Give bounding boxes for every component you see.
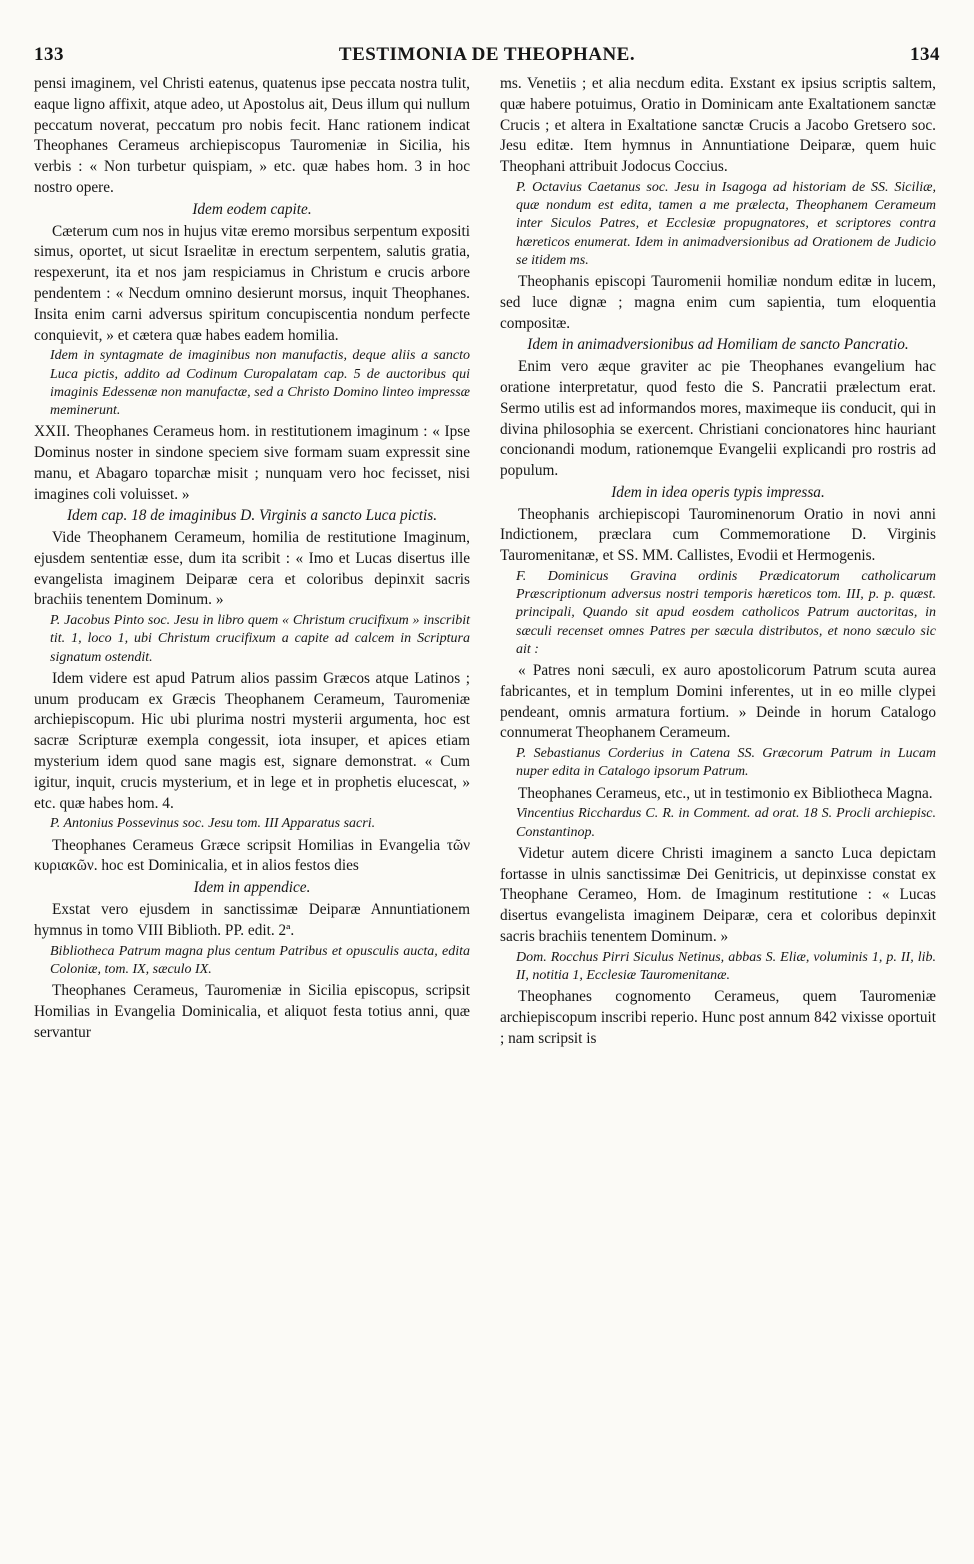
body-paragraph: Exstat vero ejusdem in sanctissimæ Deiparæ Annuntiationem hymnus in tomo VIII Biblioth. PP. edit. 2ª. [34, 901, 470, 939]
body-paragraph: ms. Venetiis ; et alia necdum edita. Exstant ex ipsius scriptis saltem, quæ habere potuimus, Oratio in Dominicam ante Exaltationem sanctæ Crucis ; et altera in Exaltatione sanctæ Crucis a Jacobo Gretsero soc. Jesu editæ. Item hymnus in Annuntiatione Deiparæ, quem huic Theophani attribuit Jodocus Coccius. [500, 75, 936, 176]
body-paragraph: Cæterum cum nos in hujus vitæ eremo morsibus serpentum expositi simus, oportet, ut sicut Israelitæ in erectum serpentem, salutis gratia, respexerunt, ita et nos jam respiciamus in Christum e crucis arbore pendentem : « Necdum omnino desierunt morsus, inquit Theophanes. Insita enim carni adversus spiritum concupiscentia nondum perfecte conquievit, » et cætera quæ habes eadem homilia. [34, 222, 470, 344]
citation-reference: Idem in syntagmate de imaginibus non manufactis, deque aliis a sancto Luca pictis, addito ad Codinum Curopalatam cap. 5 de auctoribus qui imaginis Edessenæ non manufactæ, sed a Christo Domino linteo impressæ meminerunt. [50, 348, 470, 418]
citation-reference: Bibliotheca Patrum magna plus centum Patribus et opusculis aucta, edita Coloniæ, tom. IX, sæculo IX. [50, 943, 470, 977]
running-header [34, 44, 940, 72]
citation-reference: P. Jacobus Pinto soc. Jesu in libro quem « Christum crucifixum » inscribit tit. 1, loco 1, ubi Christum crucifixum a capite ad calcem in Scriptura signatum ostendit. [50, 613, 470, 665]
body-paragraph: « Patres noni sæculi, ex auro apostolicorum Patrum scuta aurea fabricantes, et in templum Domini inferentes, ut in eo mille clypei pendeant, omnis armatura fortium. » Deinde in horum Catalogo connumerat Theophanem Cerameum. [500, 662, 936, 742]
section-heading: Idem in idea operis typis impressa. [611, 483, 825, 501]
left-column [34, 74, 470, 1044]
citation-reference: P. Octavius Caetanus soc. Jesu in Isagoga ad historiam de SS. Siciliæ, quæ nondum est edita, tamen a me prælecta, Theophanem Cerameum inter Siculos Patres, et Ecclesiæ propugnatores, et scriptores contra hæreticos enumerat. Idem in animadversionibus ad Orationem de Judicio se itidem ms. [516, 179, 936, 268]
body-paragraph: Theophanes Cerameus, etc., ut in testimonio ex Bibliotheca Magna. [518, 784, 933, 802]
section-heading: Idem in animadversionibus ad Homiliam de sancto Pancratio. [527, 336, 909, 354]
body-paragraph: Theophanes Cerameus, Tauromeniæ in Sicilia episcopus, scripsit Homilias in Evangelia Dominicalia, et aliquot festa totius anni, quæ servantur [34, 981, 470, 1041]
citation-reference: F. Dominicus Gravina ordinis Prædicatorum catholicarum Præscriptionum adversus nostri temporis hæreticos tom. III, p. p. quæst. principali, Quando sit apud eosdem catholicos Patrum auctoritas, in sæculi recenset omnes Patres per sæcula distributos, et nono sæculo sic ait : [516, 569, 936, 657]
body-paragraph: Theophanis episcopi Tauromenii homiliæ nondum editæ in lucem, sed luce dignæ ; magna enim cum sapientia, tum eloquentia compositæ. [500, 272, 936, 332]
body-paragraph: Vide Theophanem Cerameum, homilia de restitutione Imaginum, ejusdem sententiæ esse, dum ita scribit : « Imo et Lucas disertus ille evangelista imaginem Deiparæ cera et coloribus depinxit sacris brachiis tenentem Dominum. » [34, 529, 470, 609]
citation-reference: P. Sebastianus Corderius in Catena SS. Græcorum Patrum in Lucam nuper edita in Catalogo ipsorum Patrum. [516, 746, 936, 780]
body-paragraph: Theophanes cognomento Cerameus, quem Tauromeniæ archiepiscopum inscribi reperio. Hunc post annum 842 vixisse oportuit ; nam scripsit is [500, 988, 936, 1047]
body-paragraph: pensi imaginem, vel Christi eatenus, quatenus ipse peccata nostra tulit, eaque ligno affixit, atque adeo, ut Apostolus ait, Deus illum qui nullum peccatum noverat, peccatum pro nobis fecit. Hanc rationem indicat Theophanes Cerameus archiepiscopus Tauromeniæ in Sicilia, his verbis : « Non turbetur quispiam, » etc. quæ habes hom. 3 in hoc nostro opere. [34, 75, 470, 196]
right-column [500, 74, 936, 1051]
body-paragraph: Videtur autem dicere Christi imaginem a sancto Luca depictam fortasse in ulnis sanctissimæ Dei Genitricis, ut depinxisse constat ex Theophane Cerameo, Hom. de Imaginum restitutione : « Lucas disertus evangelista imaginem Deiparæ, cera et coloribus depinxit sacris brachiis tenentem Dominum. » [500, 844, 936, 945]
body-paragraph: Theophanes Cerameus Græce scripsit Homilias in Evangelia τῶν κυριακῶν. hoc est Dominicalia, et in alios festos dies [34, 836, 470, 875]
citation-reference: Dom. Rocchus Pirri Siculus Netinus, abbas S. Eliæ, voluminis 1, p. II, lib. II, notitia 1, Ecclesiæ Tauromenitanæ. [516, 949, 936, 983]
body-paragraph: Enim vero æque graviter ac pie Theophanes evangelium hac oratione interpretatur, quod festo die S. Pancratii prælectum erat. Sermo utilis est ad informandos mores, maximeque iis conducit, qui in divina philosophia se exercent. Christiani concionatores hinc hauriant concionandi modum, rationemque Evangelii explicandi pro rostris ad populum. [500, 358, 936, 480]
left-page-number: 133 [34, 44, 64, 65]
running-title: TESTIMONIA DE THEOPHANE. [338, 44, 636, 65]
body-paragraph: XXII. Theophanes Cerameus hom. in restitutionem imaginum : « Ipse Dominus noster in sindone speciem sive formam suam expressit sine manu, et Abagaro toparchæ misit ; nunquam vero hoc fecisset, nisi imagines coli voluisset. » [34, 423, 470, 503]
body-paragraph: Idem videre est apud Patrum alios passim Græcos atque Latinos ; unum producam ex Græcis Theophanem Cerameum, Tauromeniæ archiepiscopum. Hic ubi plurima nostri mysterii argumenta, hoc est sacræ Scripturæ exempla congessit, iota insuper, et apices etiam mysterium idem quod sane magis est, signare demonstrat. « Cum igitur, inquit, crucis mysterium, et in lege et in prophetis elucescat, » etc. quæ habes hom. 4. [34, 669, 470, 812]
body-paragraph: Theophanis archiepiscopi Taurominenorum Oratio in novi anni Indictionem, præclara cum Commemoratione D. Virginis Tauromenitanæ, et SS. MM. Callistes, Evodii et Hermogenis. [500, 505, 936, 565]
right-page-number: 134 [910, 44, 940, 65]
section-heading: Idem eodem capite. [192, 200, 312, 218]
section-heading: Idem in appendice. [193, 879, 311, 897]
citation-reference: P. Antonius Possevinus soc. Jesu tom. III Apparatus sacri. [50, 816, 376, 832]
citation-reference: Vincentius Ricchardus C. R. in Comment. ad orat. 18 S. Procli archiepisc. Constantinop. [516, 806, 936, 840]
section-heading: Idem cap. 18 de imaginibus D. Virginis a sancto Luca pictis. [66, 507, 438, 525]
